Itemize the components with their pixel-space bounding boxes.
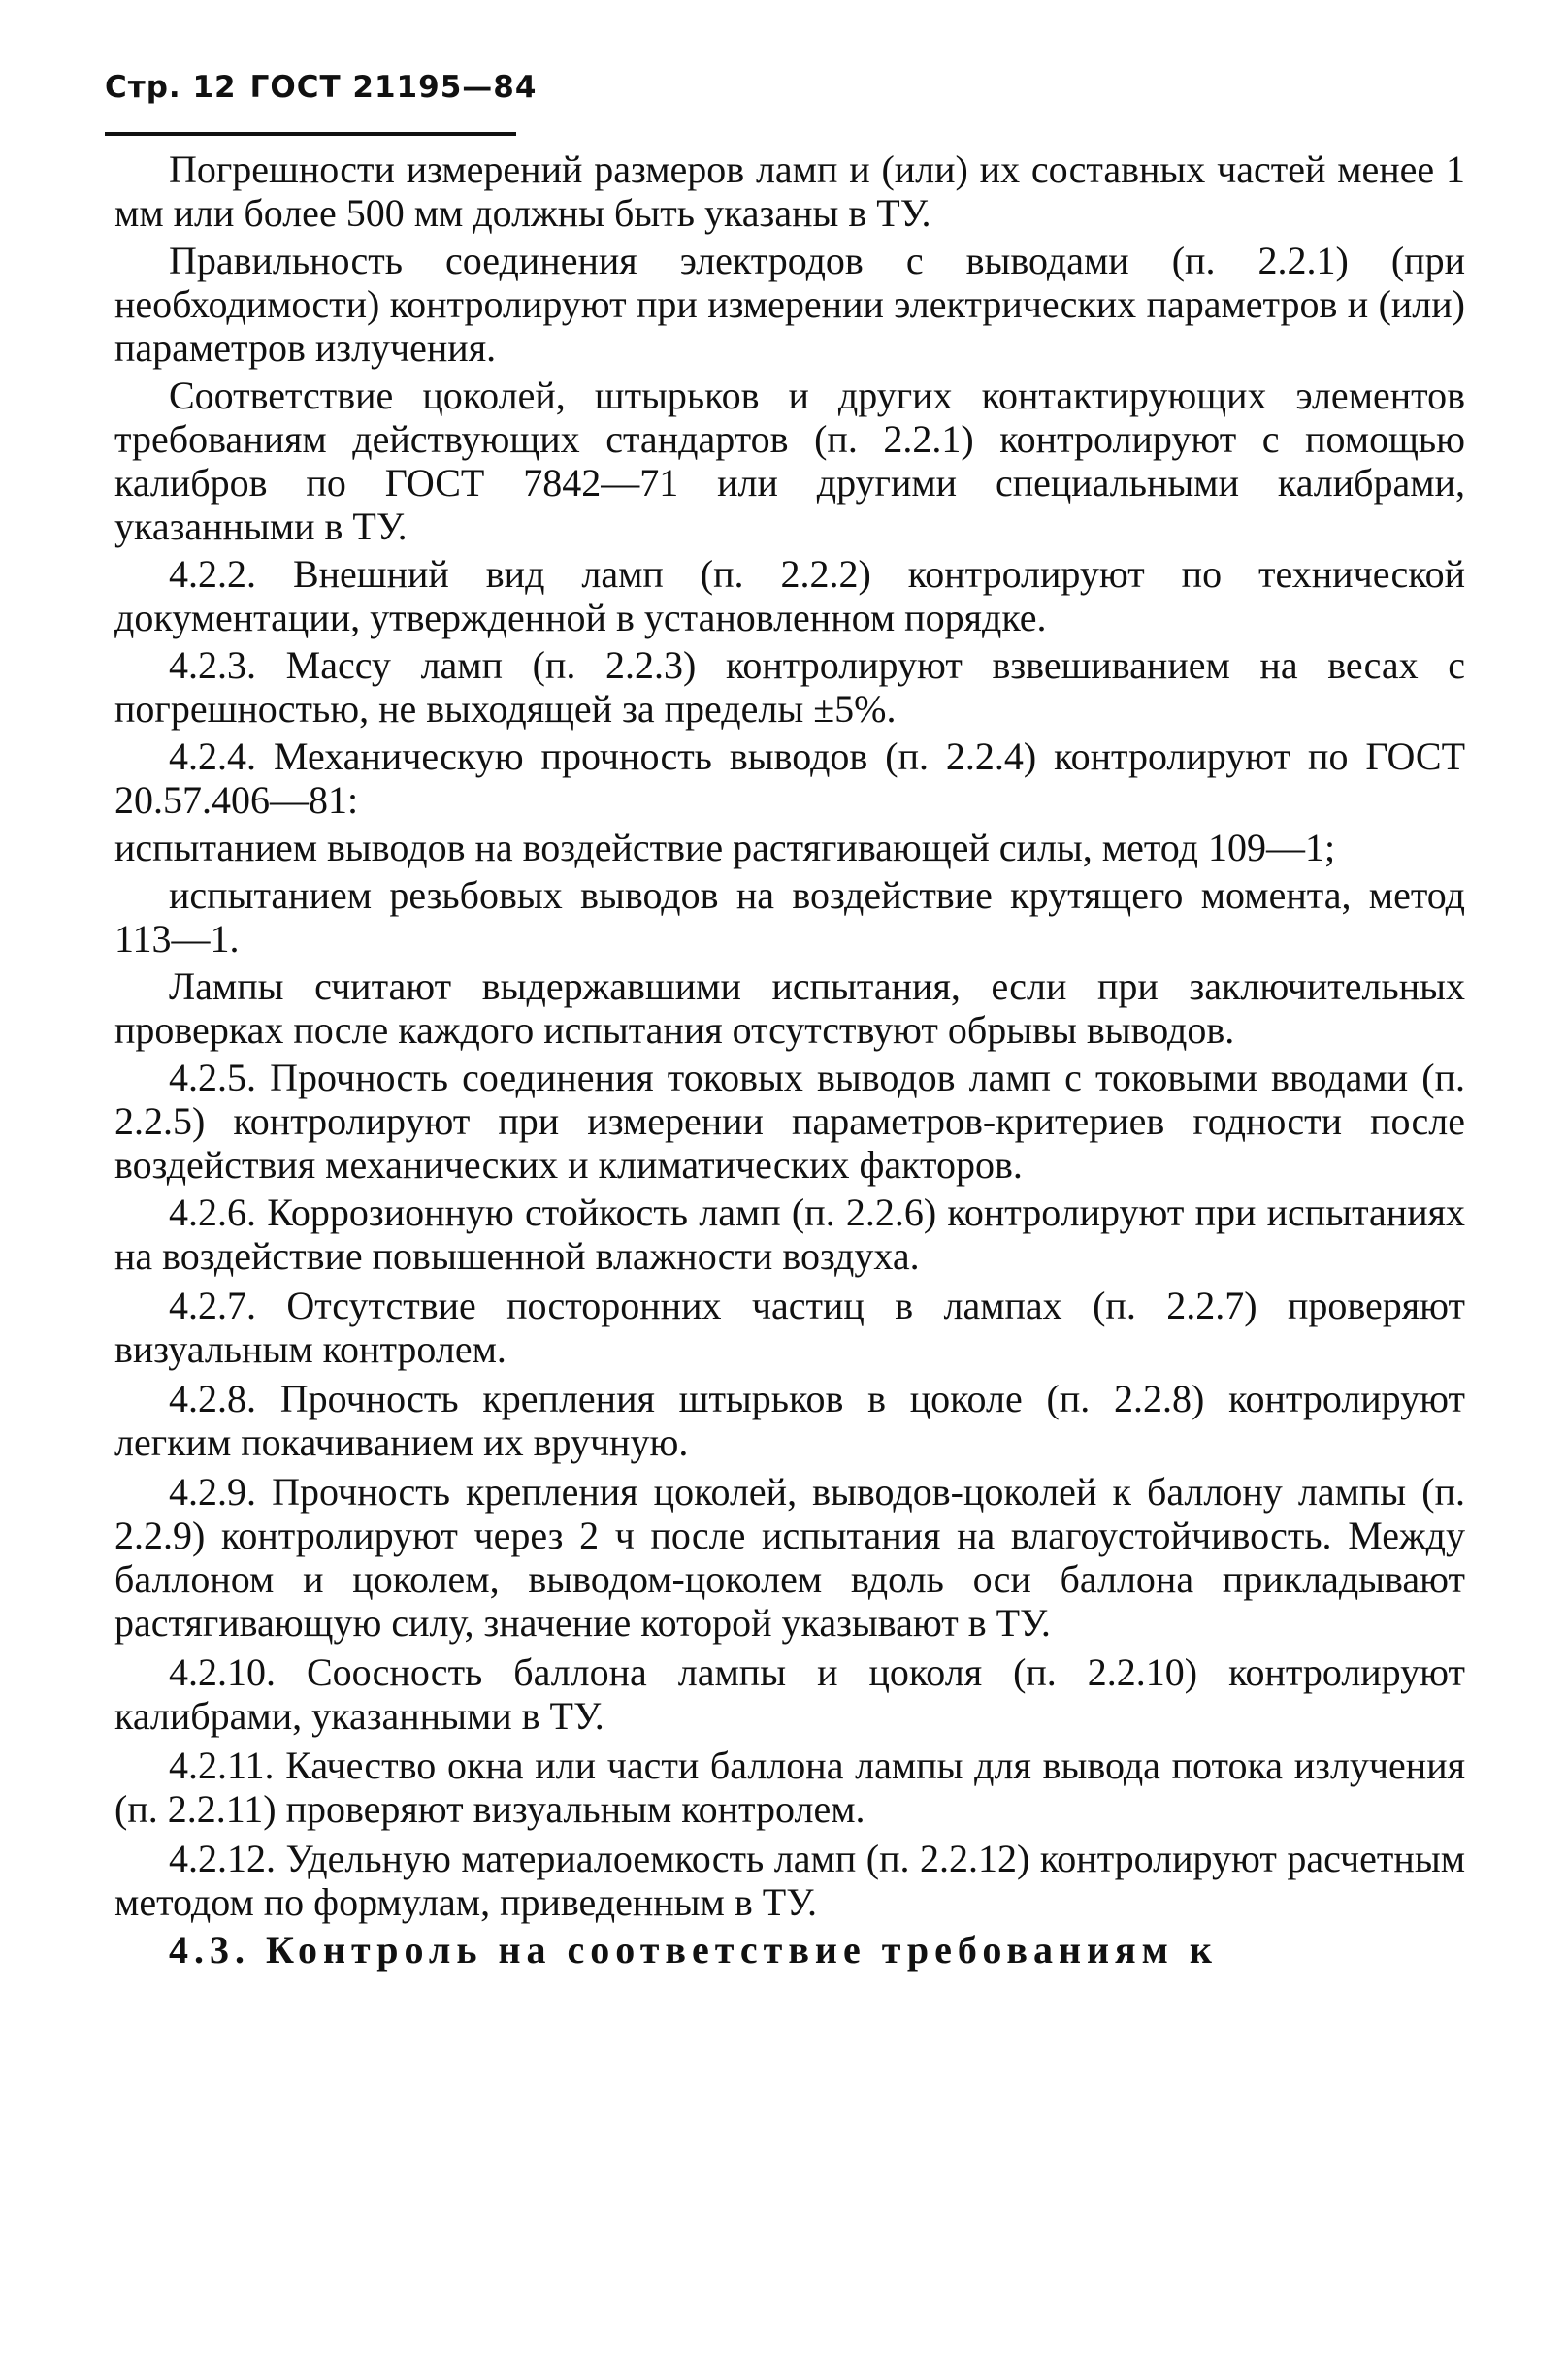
section-heading: 4.3. Контроль на соответствие требованиям к bbox=[169, 1928, 1218, 1972]
paragraph: Соответствие цоколей, штырьков и других контактирующих элементов требованиям действующих стандартов (п. 2.2.1) контролируют с помощью калибров по ГОСТ 7842—71 или другими специальными калибрами, указанными в ТУ. bbox=[114, 374, 1465, 548]
paragraph: Лампы считают выдержавшими испытания, если при заключительных проверках после каждого испытания отсутствуют обрывы выводов. bbox=[114, 964, 1465, 1052]
paragraph: 4.2.9. Прочность крепления цоколей, выводов-цоколей к баллону лампы (п. 2.2.9) контролируют через 2 ч после испытания на влагоустойчивость. Между баллоном и цоколем, выводом-цоколем вдоль оси баллона прикладывают растягивающую силу, значение которой указывают в ТУ. bbox=[114, 1470, 1465, 1645]
standard-designation: ГОСТ 21195—84 bbox=[249, 70, 538, 105]
paragraph: Погрешности измерений размеров ламп и (или) их составных частей менее 1 мм или более 500 мм должны быть указаны в ТУ. bbox=[114, 147, 1465, 235]
paragraph: испытанием резьбовых выводов на воздействие крутящего момента, метод 113—1. bbox=[114, 873, 1465, 961]
paragraph: 4.2.6. Коррозионную стойкость ламп (п. 2.2.6) контролируют при испытаниях на воздействие повышенной влажности воздуха. bbox=[114, 1190, 1465, 1278]
page-number: Стр. 12 bbox=[105, 70, 237, 105]
paragraph: Правильность соединения электродов с выводами (п. 2.2.1) (при необходимости) контролируют при измерении электрических параметров и (или) параметров излучения. bbox=[114, 239, 1465, 370]
paragraph: 4.2.3. Массу ламп (п. 2.2.3) контролируют взвешиванием на весах с погрешностью, не выходящей за пределы ±5%. bbox=[114, 643, 1465, 731]
page-header bbox=[105, 70, 537, 105]
paragraph: 4.2.2. Внешний вид ламп (п. 2.2.2) контролируют по технической документации, утвержденной в установленном порядке. bbox=[114, 552, 1465, 639]
paragraph: 4.2.5. Прочность соединения токовых выводов ламп с токовыми вводами (п. 2.2.5) контролируют при измерении параметров-критериев годности после воздействия механических и климатических факторов. bbox=[114, 1056, 1465, 1187]
header-rule bbox=[105, 132, 516, 136]
paragraph: 4.2.11. Качество окна или части баллона лампы для вывода потока излучения (п. 2.2.11) проверяют визуальным контролем. bbox=[114, 1744, 1465, 1831]
paragraph: 4.2.4. Механическую прочность выводов (п. 2.2.4) контролируют по ГОСТ 20.57.406—81: bbox=[114, 734, 1465, 822]
document-body bbox=[114, 147, 1465, 1975]
paragraph: 4.2.10. Соосность баллона лампы и цоколя (п. 2.2.10) контролируют калибрами, указанными в ТУ. bbox=[114, 1650, 1465, 1738]
paragraph: испытанием выводов на воздействие растягивающей силы, метод 109—1; bbox=[114, 826, 1336, 869]
paragraph: 4.2.7. Отсутствие посторонних частиц в лампах (п. 2.2.7) проверяют визуальным контролем. bbox=[114, 1284, 1465, 1371]
paragraph: 4.2.8. Прочность крепления штырьков в цоколе (п. 2.2.8) контролируют легким покачиванием их вручную. bbox=[114, 1377, 1465, 1464]
paragraph: 4.2.12. Удельную материалоемкость ламп (п. 2.2.12) контролируют расчетным методом по формулам, приведенным в ТУ. bbox=[114, 1837, 1465, 1924]
